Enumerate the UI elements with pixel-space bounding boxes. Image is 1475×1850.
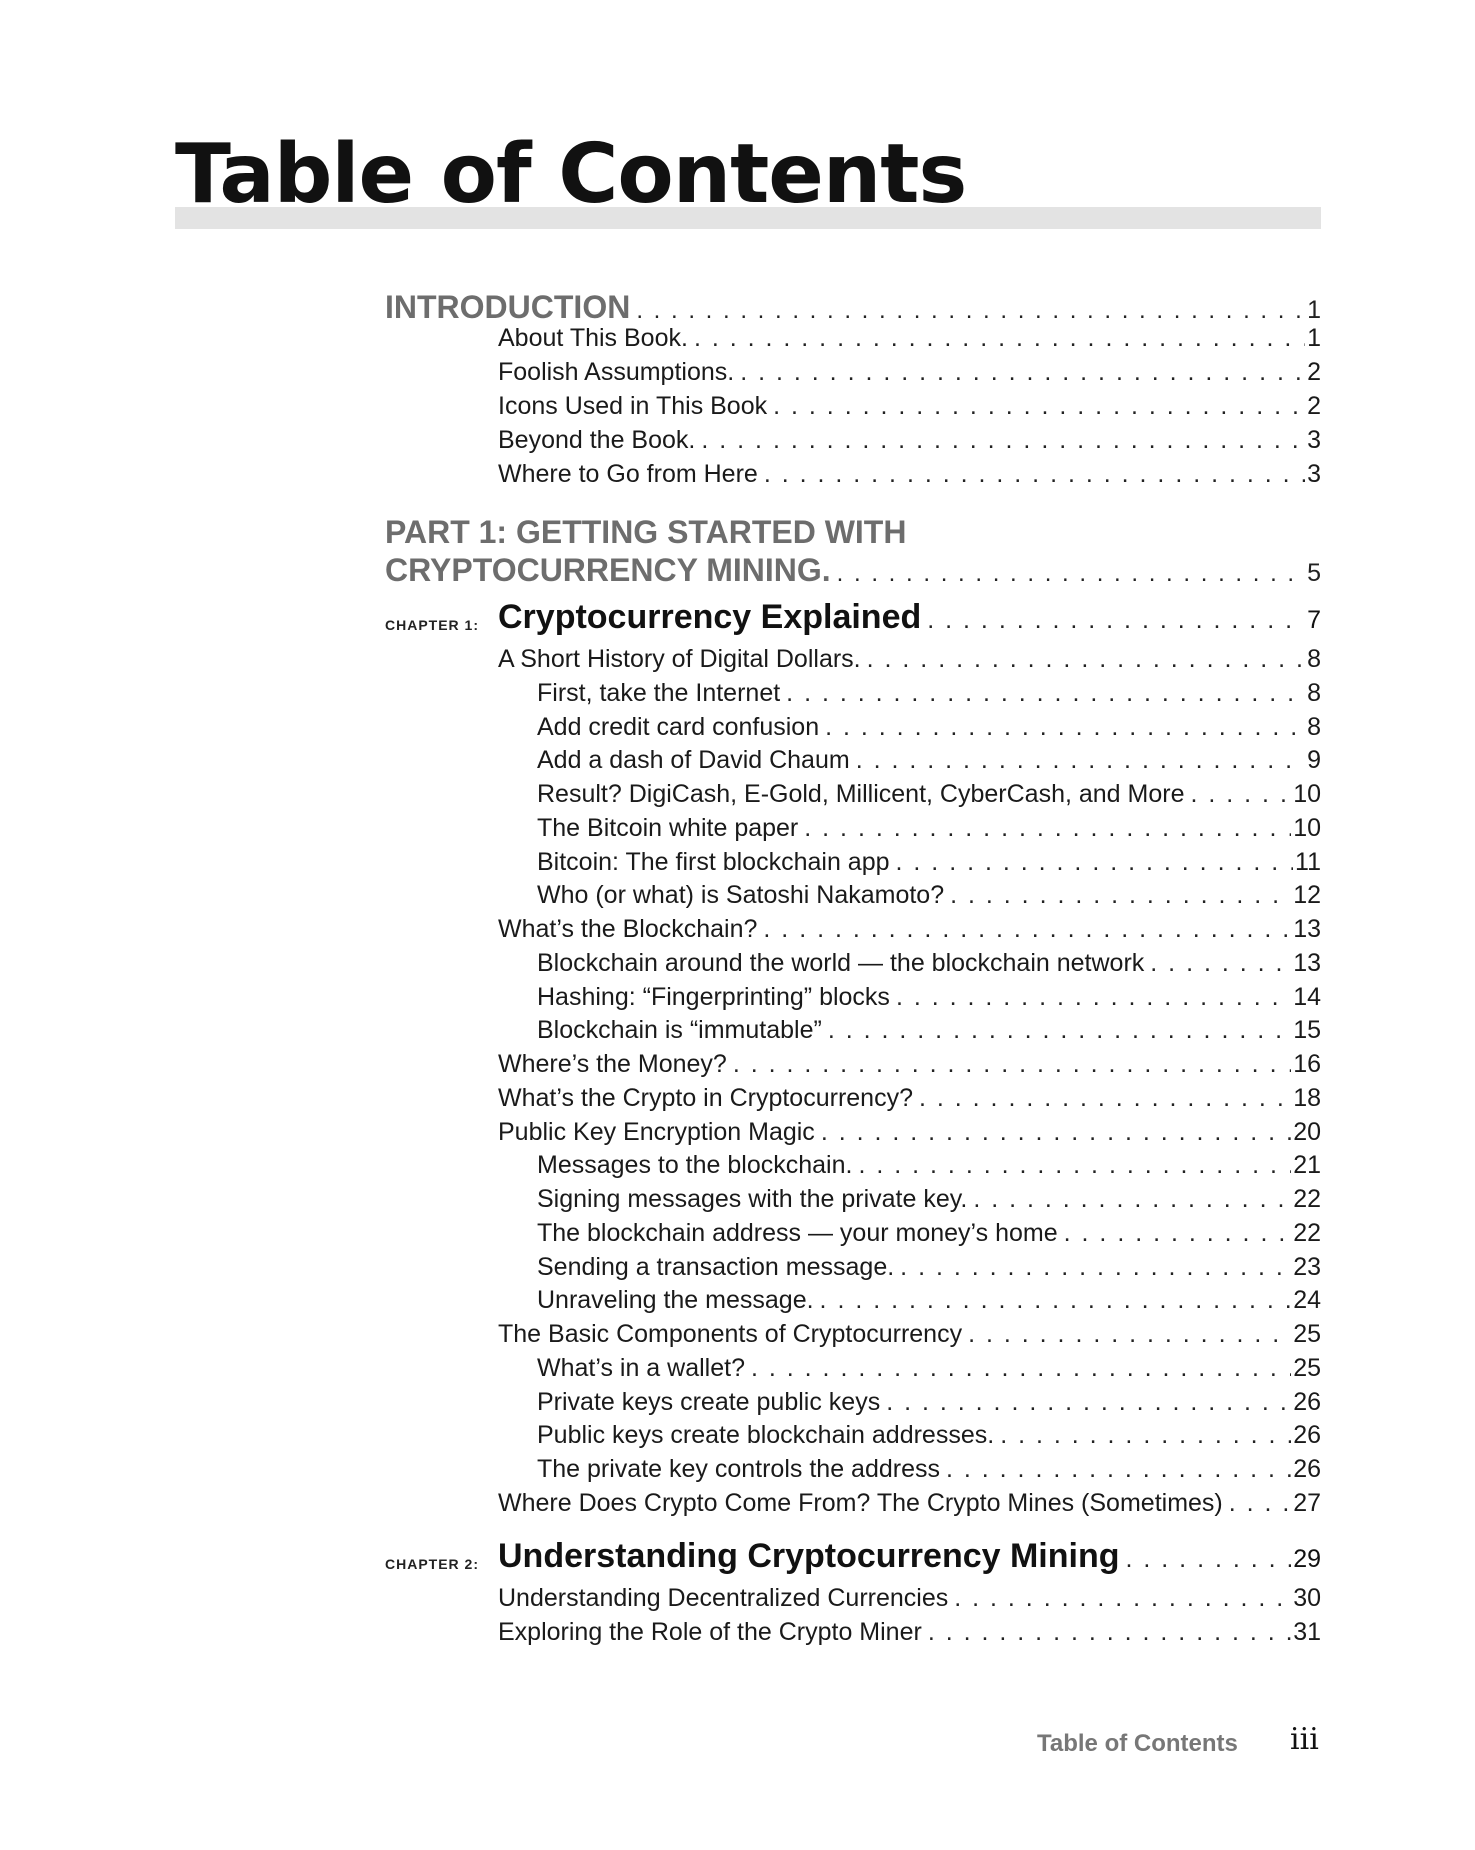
toc-leader-dots [828,1014,1291,1046]
toc-leader-dots [763,913,1291,945]
toc-entry-label: Blockchain is “immutable” [537,1016,822,1044]
toc-subentry[interactable] [537,1386,1321,1418]
toc-subentry[interactable] [537,812,1321,844]
toc-entry-label: A Short History of Digital Dollars. [498,645,861,673]
toc-chapter-title: Cryptocurrency Explained [498,598,922,636]
toc-entry-label: Private keys create public keys [537,1388,881,1416]
toc-entry-label: Public Key Encryption Magic [498,1118,815,1146]
toc-entry-label: Understanding Decentralized Currencies [498,1584,949,1612]
toc-entry[interactable] [498,424,1321,456]
toc-page-number: 10 [1293,814,1321,842]
toc-entry-label: Hashing: “Fingerprinting” blocks [537,983,890,1011]
toc-entry-label: Exploring the Role of the Crypto Miner [498,1618,922,1646]
toc-subentry[interactable] [537,1149,1321,1181]
toc-section-title: CRYPTOCURRENCY MINING. [385,552,831,588]
toc-entry[interactable] [498,322,1321,354]
toc-entry-label: Bitcoin: The first blockchain app [537,848,890,876]
toc-leader-dots [954,1582,1291,1614]
toc-page-number: 29 [1293,1545,1321,1573]
toc-page-number: 12 [1293,881,1321,909]
toc-entry-label: Unraveling the message. [537,1286,814,1314]
toc-page-number: 30 [1293,1584,1321,1612]
toc-subentry[interactable] [537,1284,1321,1316]
toc-page-number: 8 [1307,645,1321,673]
toc-leader-dots [886,1386,1291,1418]
toc-page-number: 22 [1293,1185,1321,1213]
toc-page-number: 14 [1293,983,1321,1011]
toc-subentry[interactable] [537,1014,1321,1046]
toc-entry-label: The blockchain address — your money’s home [537,1219,1058,1247]
toc-leader-dots [856,744,1305,776]
toc-leader-dots [867,643,1305,675]
toc-entry[interactable] [498,643,1321,675]
toc-page-number: 26 [1293,1421,1321,1449]
toc-leader-dots [694,322,1305,354]
toc-leader-dots [1229,1487,1291,1519]
toc-subentry[interactable] [537,1453,1321,1485]
toc-subentry[interactable] [537,981,1321,1013]
toc-leader-dots [786,677,1305,709]
toc-chapter-2[interactable] [498,1535,1321,1580]
toc-section-part1[interactable] [385,550,1321,594]
page-heading [175,125,1321,227]
toc-entry-label: Who (or what) is Satoshi Nakamoto? [537,881,945,909]
toc-leader-dots [751,1352,1291,1384]
toc-subentry[interactable] [537,711,1321,743]
toc-leader-dots [733,1048,1291,1080]
toc-entry-label: What’s the Crypto in Cryptocurrency? [498,1084,913,1112]
toc-leader-dots [740,356,1305,388]
toc-subentry[interactable] [537,947,1321,979]
toc-entry-label: Add a dash of David Chaum [537,746,850,774]
toc-page-number: 2 [1307,392,1321,420]
toc-leader-dots [773,390,1305,422]
toc-page-number: 16 [1293,1050,1321,1078]
toc-page-number: 20 [1293,1118,1321,1146]
toc-leader-dots [973,1183,1291,1215]
toc-page-number: 8 [1307,679,1321,707]
toc-page-number: 26 [1293,1388,1321,1416]
running-footer-label: Table of Contents [1037,1730,1238,1757]
page-title: Table of Contents [175,127,967,222]
toc-page-number: 1 [1307,296,1321,324]
toc-entry[interactable] [498,913,1321,945]
toc-leader-dots [1190,778,1291,810]
toc-entry[interactable] [498,1082,1321,1114]
toc-chapter-1[interactable] [498,596,1321,641]
toc-entry-label: Messages to the blockchain. [537,1151,853,1179]
toc-page-number: 23 [1293,1253,1321,1281]
toc-leader-dots [1150,947,1291,979]
toc-entry[interactable] [498,458,1321,490]
toc-page-number: 25 [1293,1354,1321,1382]
toc-leader-dots [1000,1419,1291,1451]
toc-leader-dots [928,1616,1291,1648]
toc-leader-dots [821,1116,1291,1148]
toc-page-number: 13 [1293,915,1321,943]
toc-leader-dots [927,599,1305,641]
toc-entry[interactable] [498,1616,1321,1648]
toc-section-title: INTRODUCTION [385,289,631,325]
toc-entry-label: Public keys create blockchain addresses. [537,1421,995,1449]
toc-entry-label: Sending a transaction message. [537,1253,895,1281]
toc-chapter-title: Understanding Cryptocurrency Mining [498,1537,1120,1575]
toc-leader-dots [919,1082,1291,1114]
toc-entry-label: The Bitcoin white paper [537,814,799,842]
toc-leader-dots [968,1318,1291,1350]
toc-leader-dots [820,1284,1292,1316]
toc-page-number: 21 [1293,1151,1321,1179]
toc-leader-dots [825,711,1305,743]
toc-subentry[interactable] [537,846,1321,878]
toc-page-number: 27 [1293,1489,1321,1517]
toc-page-number: 22 [1293,1219,1321,1247]
toc-subentry[interactable] [537,1419,1321,1451]
toc-entry-label: Where Does Crypto Come From? The Crypto Mines (Sometimes) [498,1489,1223,1517]
toc-leader-dots [804,812,1291,844]
toc-leader-dots [701,424,1305,456]
toc-entry-label: About This Book. [498,324,688,352]
toc-entry[interactable] [498,1318,1321,1350]
toc-page-number: 13 [1293,949,1321,977]
toc-entry-label: The Basic Components of Cryptocurrency [498,1320,963,1348]
toc-entry-label: Where’s the Money? [498,1050,727,1078]
toc-leader-dots [1064,1217,1292,1249]
toc-subentry[interactable] [537,879,1321,911]
toc-entry[interactable] [498,390,1321,422]
toc-page-number: 25 [1293,1320,1321,1348]
toc-entry-label: Result? DigiCash, E-Gold, Millicent, CyberCash, and More [537,780,1185,808]
toc-page-number: 10 [1293,780,1321,808]
toc-page-number: 2 [1307,358,1321,386]
toc-leader-dots [764,458,1305,490]
toc-page-number: 3 [1307,426,1321,454]
toc-entry-label: The private key controls the address [537,1455,940,1483]
toc-page-number: 15 [1293,1016,1321,1044]
toc-entry[interactable] [498,1048,1321,1080]
toc-page-number: 3 [1307,460,1321,488]
toc-subentry[interactable] [537,677,1321,709]
toc-leader-dots [950,879,1291,911]
toc-subentry[interactable] [537,1251,1321,1283]
toc-entry-label: First, take the Internet [537,679,781,707]
toc-page-number: 9 [1307,746,1321,774]
toc-page-number: 24 [1293,1286,1321,1314]
toc-page-number: 26 [1293,1455,1321,1483]
toc-subentry[interactable] [537,1217,1321,1249]
toc-subentry[interactable] [537,744,1321,776]
toc-page-number: 1 [1307,324,1321,352]
toc-part-title-line1[interactable]: PART 1: GETTING STARTED WITH [385,514,907,550]
toc-leader-dots [837,554,1305,594]
toc-leader-dots [946,1453,1291,1485]
toc-page-number: 11 [1295,848,1321,876]
toc-entry[interactable] [498,356,1321,388]
toc-entry-label: Beyond the Book. [498,426,696,454]
toc-leader-dots [1126,1538,1292,1580]
chapter-tag: CHAPTER 2: [385,1556,480,1572]
toc-entry-label: Signing messages with the private key. [537,1185,968,1213]
toc-subentry[interactable] [537,1183,1321,1215]
toc-entry-label: What’s in a wallet? [537,1354,745,1382]
toc-entry[interactable] [498,1487,1321,1519]
toc-page-number: 8 [1307,713,1321,741]
toc-subentry[interactable] [537,1352,1321,1384]
toc-entry[interactable] [498,1582,1321,1614]
toc-leader-dots [858,1149,1291,1181]
toc-subentry[interactable] [537,778,1321,810]
toc-entry-label: Where to Go from Here [498,460,758,488]
toc-page-number: 18 [1293,1084,1321,1112]
toc-page-number: 31 [1293,1618,1321,1646]
toc-entry-label: Icons Used in This Book [498,392,768,420]
toc-entry-label: Blockchain around the world — the blockchain network [537,949,1145,977]
toc-page-number: 5 [1307,559,1321,587]
toc-entry-label: Add credit card confusion [537,713,820,741]
folio-page-number: iii [1290,1722,1319,1757]
toc-leader-dots [896,981,1291,1013]
chapter-tag: CHAPTER 1: [385,617,480,633]
toc-entry[interactable] [498,1116,1321,1148]
toc-entry-label: What’s the Blockchain? [498,915,758,943]
toc-leader-dots [900,1251,1291,1283]
toc-page-number: 7 [1307,606,1321,634]
toc-leader-dots [896,846,1294,878]
toc-entry-label: Foolish Assumptions. [498,358,735,386]
